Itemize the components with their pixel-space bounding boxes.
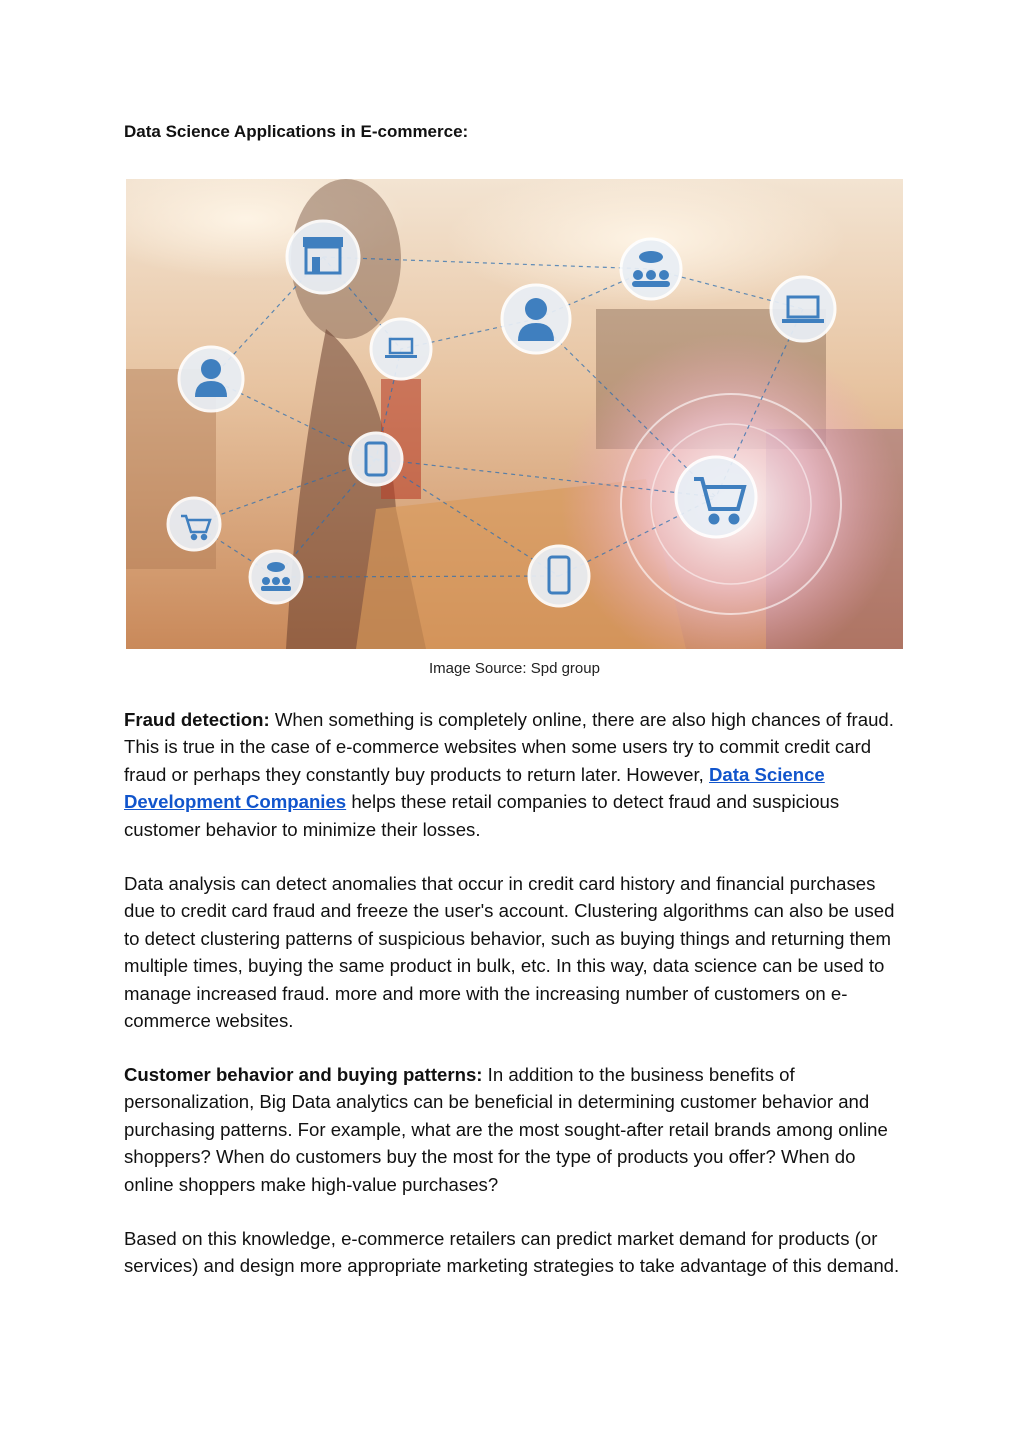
data-analysis-paragraph: Data analysis can detect anomalies that occur in credit card history and financial purchases due to credit card fraud and freeze the user's account. Clustering algorithms can also be used to detect clustering patterns of suspicious behavior, such as buying things and returning them multiple times, buying the same product in bulk, etc. In this way, data science can be used to manage increased fraud. more and more with the increasing number of customers on e-commerce websites. bbox=[124, 873, 895, 1032]
customer-behavior-title: Customer behavior and buying patterns: bbox=[124, 1064, 483, 1085]
fraud-detection-paragraph bbox=[124, 706, 904, 843]
fraud-detection-text: When something is completely online, there are also high chances of fraud. This is true in the case of e-commerce websites when some users try to commit credit card fraud or perhaps they constantly buy products to return later. However, bbox=[124, 709, 894, 785]
image-caption: Image Source: Spd group bbox=[429, 660, 600, 677]
market-demand-paragraph: Based on this knowledge, e-commerce retailers can predict market demand for products (or services) and design more appropriate marketing strategies to take advantage of this demand. bbox=[124, 1228, 900, 1277]
page-heading: Data Science Applications in E-commerce: bbox=[124, 122, 469, 141]
ecommerce-illustration bbox=[126, 179, 903, 649]
fraud-detection-text-end: helps these retail companies to detect fraud and suspicious customer behavior to minimize their losses. bbox=[124, 791, 840, 840]
fraud-detection-title: Fraud detection: bbox=[124, 709, 270, 730]
customer-behavior-text: In addition to the business benefits of personalization, Big Data analytics can be beneficial in determining customer behavior and purchasing patterns. For example, what are the most sought-after retail brands among online shoppers? When do customers buy the most for the type of products you offer? When do online shoppers make high-value purchases? bbox=[124, 1064, 888, 1195]
data-science-companies-link[interactable]: Data Science Development Companies bbox=[124, 763, 825, 813]
customer-behavior-paragraph bbox=[124, 1061, 904, 1198]
